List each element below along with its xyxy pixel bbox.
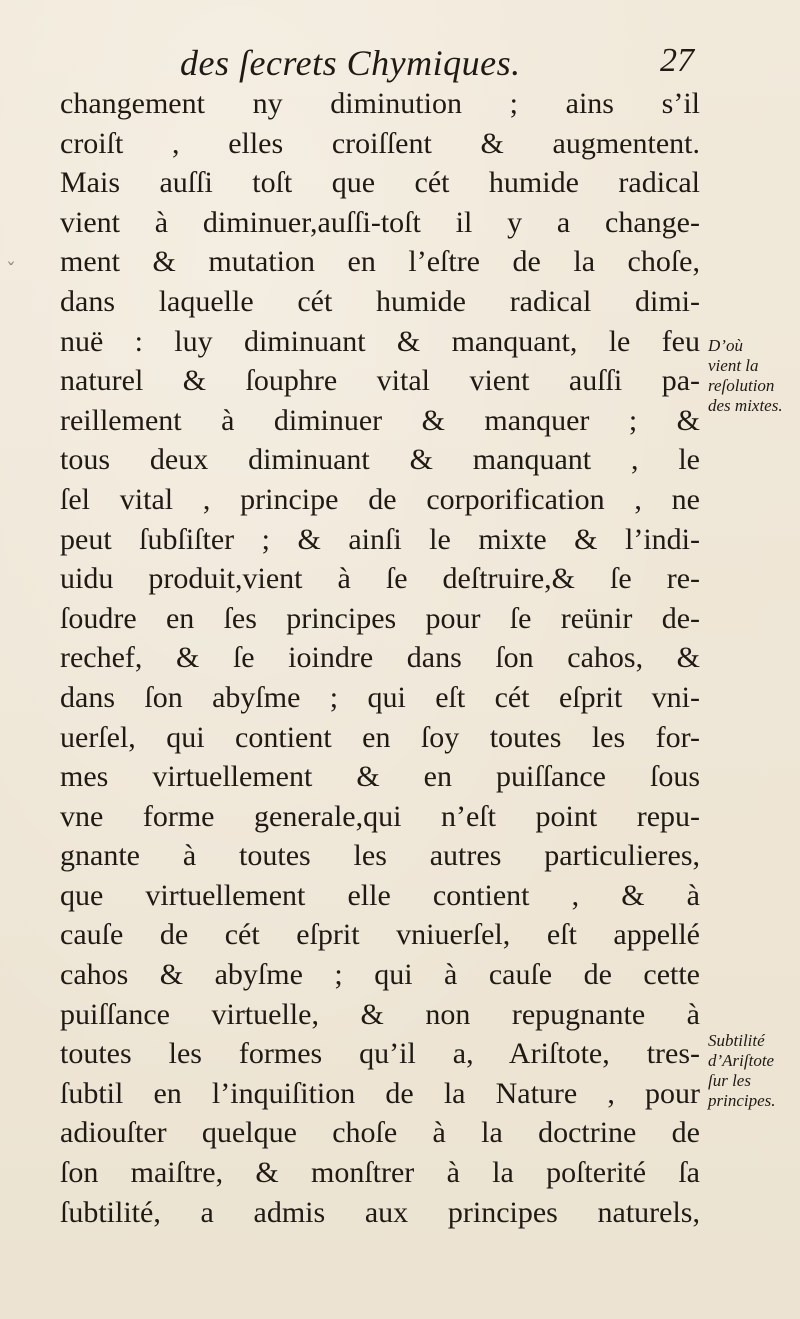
margin-note-line: ſur les: [708, 1071, 751, 1090]
text-line: mes virtuellement & en puiſſance ſous: [60, 760, 700, 794]
text-line: ſubtilité, a admis aux principes naturels,: [60, 1195, 700, 1229]
text-line: ſon maiſtre, & monſtrer à la poſterité ſa: [60, 1156, 700, 1190]
text-line: Mais auſſi toſt que cét humide radical: [60, 166, 700, 200]
page-number: 27: [660, 42, 694, 79]
text-line: dans ſon abyſme ; qui eſt cét eſprit vni-: [60, 680, 700, 714]
margin-note-line: d’Ariſtote: [708, 1051, 775, 1070]
text-line: tous deux diminuant & manquant , le: [60, 443, 700, 477]
text-line: rechef, & ſe ioindre dans ſon cahos, &: [60, 641, 700, 675]
text-line: ſubtil en l’inquiſition de la Nature , pour: [60, 1076, 700, 1110]
text-line: croiſt , elles croiſſent & augmentent.: [60, 126, 700, 160]
text-line: vient à diminuer,auſſi-toſt il y a change-: [60, 205, 700, 239]
running-title: des ſecrets Chymiques.: [180, 43, 521, 83]
text-line: nuë : luy diminuant & manquant, le feu: [60, 324, 700, 358]
body-text: [60, 84, 700, 1232]
margin-note-line: D’où: [708, 336, 743, 355]
text-line: changement ny diminution ; ains s’il: [60, 87, 700, 120]
margin-note-subtilite: [708, 1031, 776, 1111]
text-line: reillement à diminuer & manquer ; &: [60, 403, 700, 437]
text-line: ment & mutation en l’eſtre de la choſe,: [60, 245, 700, 279]
text-line: ſoudre en ſes principes pour ſe reünir de-: [60, 601, 700, 635]
margin-note-line: des mixtes.: [708, 396, 783, 415]
bleed-through-mark: ˇ: [6, 258, 16, 282]
text-line: dans laquelle cét humide radical dimi-: [60, 284, 700, 318]
text-line: peut ſubſiſter ; & ainſi le mixte & l’indi-: [60, 522, 700, 556]
text-line: toutes les formes qu’il a, Ariſtote, tres-: [60, 1037, 700, 1071]
text-line: ſel vital , principe de corporification , ne: [60, 482, 700, 516]
margin-note-line: reſolution: [708, 376, 775, 395]
text-line: cahos & abyſme ; qui à cauſe de cette: [60, 958, 700, 992]
margin-note-line: Subtilité: [708, 1031, 765, 1050]
text-line: vne forme generale,qui n’eſt point repu-: [60, 799, 700, 833]
margin-note-line: vient la: [708, 356, 759, 375]
text-line: naturel & ſouphre vital vient auſſi pa-: [60, 364, 700, 398]
text-line: cauſe de cét eſprit vniuerſel, eſt appellé: [60, 918, 700, 952]
margin-note-resolution: [708, 336, 783, 416]
text-line: que virtuellement elle contient , & à: [60, 878, 700, 912]
text-line: uerſel, qui contient en ſoy toutes les for-: [60, 720, 700, 754]
margin-note-line: principes.: [708, 1091, 776, 1110]
text-line: puiſſance virtuelle, & non repugnante à: [60, 997, 700, 1031]
text-line: uidu produit,vient à ſe deſtruire,& ſe re-: [60, 562, 700, 596]
text-line: gnante à toutes les autres particulieres,: [60, 839, 700, 873]
text-line: adiouſter quelque choſe à la doctrine de: [60, 1116, 700, 1150]
